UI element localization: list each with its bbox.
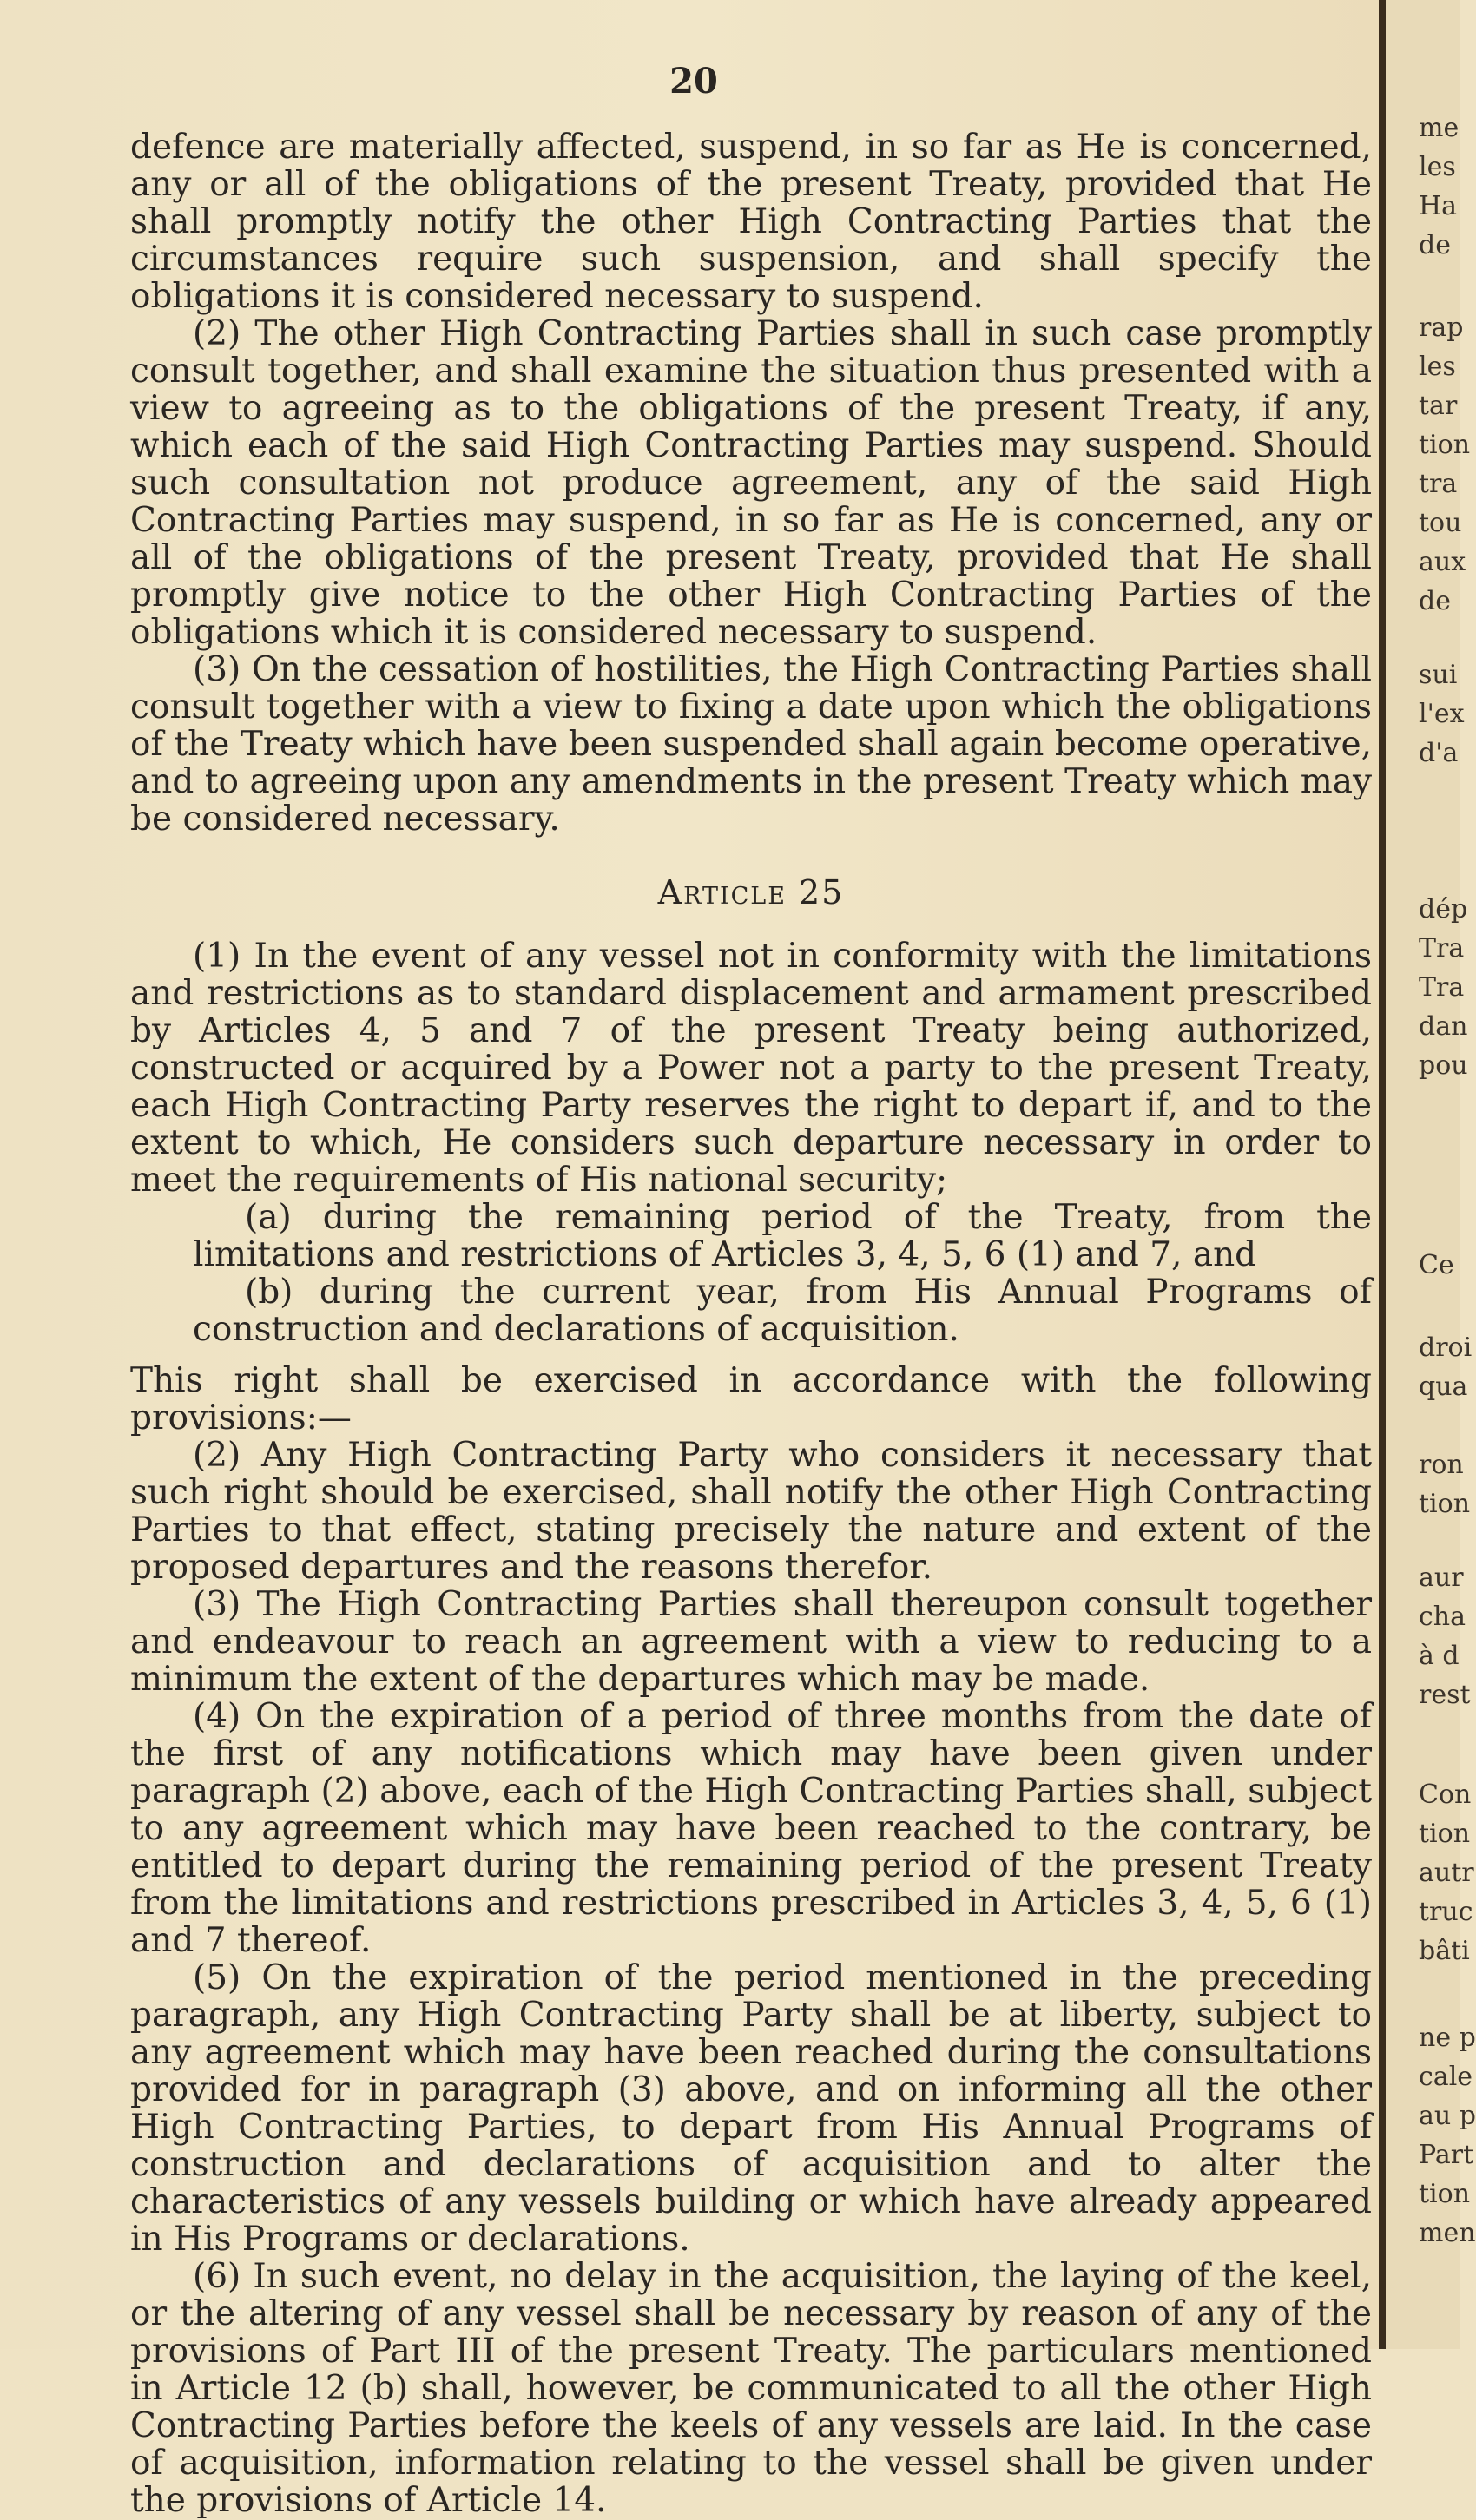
- paragraph: (3) On the cessation of hostilities, the High Contracting Parties shall consult together with a view to fixing a date upon which the obligations of the Treaty which have been suspended shall again become operative, and to agreeing upon any amendments in the present Treaty which may be considered necessary.: [130, 650, 1372, 839]
- adjacent-page-fragment: à d: [1419, 1641, 1460, 1671]
- adjacent-page-fragment: tou: [1419, 508, 1462, 538]
- adjacent-page-fragment: dép: [1419, 894, 1468, 924]
- paragraph: This right shall be exercised in accordance with the following provisions:—: [130, 1361, 1372, 1438]
- adjacent-page-fragment: les: [1419, 152, 1456, 182]
- adjacent-page-fragment: de: [1419, 586, 1451, 616]
- adjacent-page-fragment: truc: [1419, 1897, 1473, 1927]
- adjacent-page-fragment: l'ex: [1419, 699, 1465, 729]
- sub-paragraph: (b) during the current year, from His Annual Programs of construction and declarations of acquisition.: [193, 1273, 1372, 1349]
- adjacent-page-fragment: autr: [1419, 1858, 1474, 1888]
- adjacent-page-fragment: tar: [1419, 391, 1458, 421]
- adjacent-page-fragment: tion: [1419, 430, 1471, 460]
- adjacent-page-fragment: Ce: [1419, 1250, 1454, 1280]
- adjacent-page-fragment: men: [1419, 2218, 1476, 2248]
- adjacent-page-fragment: qua: [1419, 1372, 1468, 1402]
- paragraph: (1) In the event of any vessel not in conformity with the limitations and restrictions as to standard displacement and armament prescribed by Articles 4, 5 and 7 of the present Treaty being authorized, constructed or acquired by a Power not a party to the present Treaty, each High Contracting Party reserves the right to depart if, and to the extent to which, He considers such departure necessary in order to meet the requirements of His national security;: [130, 937, 1372, 1200]
- adjacent-page-fragment: me: [1419, 113, 1460, 143]
- adjacent-page-fragment: pou: [1419, 1050, 1468, 1081]
- adjacent-page-fragment: tion: [1419, 1819, 1471, 1849]
- paragraph: (3) The High Contracting Parties shall thereupon consult together and endeavour to reach an agreement with a view to reducing to a minimum the extent of the departures which may be made.: [130, 1585, 1372, 1699]
- paragraph: (2) Any High Contracting Party who considers it necessary that such right should be exercised, shall notify the other High Contracting Parties to that effect, stating precisely the nature and extent of the proposed departures and the reasons therefor.: [130, 1436, 1372, 1587]
- book-gutter: [1379, 0, 1386, 2349]
- adjacent-page-fragment: Tra: [1419, 972, 1465, 1003]
- adjacent-page-fragment: de: [1419, 230, 1451, 260]
- paragraph: (4) On the expiration of a period of three months from the date of the first of any notifications which may have been given under paragraph (2) above, each of the High Contracting Parties shall, subject to any agreement which may have been reached to the contrary, be entitled to depart during the remaining period of the present Treaty from the limitations and restrictions prescribed in Articles 3, 4, 5, 6 (1) and 7 thereof.: [130, 1697, 1372, 1960]
- adjacent-page-fragment: tra: [1419, 469, 1458, 499]
- adjacent-page-fragment: ron: [1419, 1450, 1464, 1480]
- adjacent-page-fragment: tion: [1419, 2179, 1471, 2209]
- adjacent-page-edge: [1386, 0, 1476, 2349]
- adjacent-page-fragment: dan: [1419, 1011, 1468, 1042]
- adjacent-page-fragment: Part: [1419, 2140, 1474, 2170]
- adjacent-page-fragment: Con: [1419, 1780, 1472, 1810]
- adjacent-page-fragment: cale: [1419, 2062, 1473, 2092]
- adjacent-page-fragment: Ha: [1419, 191, 1458, 221]
- adjacent-page-fragment: aux: [1419, 547, 1466, 577]
- adjacent-page-fragment: bâti: [1419, 1936, 1470, 1966]
- page-number: 20: [669, 61, 718, 102]
- adjacent-page-fragment: ne p: [1419, 2023, 1476, 2053]
- adjacent-page-fragment: les: [1419, 352, 1456, 382]
- adjacent-page-fragment: au p: [1419, 2101, 1476, 2131]
- adjacent-page-fragment: aur: [1419, 1563, 1464, 1593]
- sub-paragraph: (a) during the remaining period of the Treaty, from the limitations and restrictions of Articles 3, 4, 5, 6 (1) and 7, and: [193, 1198, 1372, 1274]
- paragraph: (2) The other High Contracting Parties shall in such case promptly consult together, and shall examine the situation thus presented with a view to agreeing as to the obligations of the present Treaty, if any, which each of the said High Contracting Parties may suspend. Should such consultation not produce agreement, any of the said High Contracting Parties may suspend, in so far as He is concerned, any or all of the obligations of the present Treaty, provided that He shall promptly give notice to the other High Contracting Parties of the obligations which it is considered necessary to suspend.: [130, 314, 1372, 652]
- adjacent-page-fragment: d'a: [1419, 738, 1459, 768]
- paragraph: defence are materially affected, suspend, in so far as He is concerned, any or all of the obligations of the present Treaty, provided that He shall promptly notify the other High Contracting Parties that the circumstances require such suspension, and shall specify the obligations it is considered necessary to suspend.: [130, 128, 1372, 316]
- adjacent-page-fragment: droi: [1419, 1332, 1473, 1363]
- paragraph: (5) On the expiration of the period mentioned in the preceding paragraph, any High Contracting Party shall be at liberty, subject to any agreement which may have been reached during the consultations provided for in paragraph (3) above, and on informing all the other High Contracting Parties, to depart from His Annual Programs of construction and declarations of acquisition and to alter the characteristics of any vessels building or which have already appeared in His Programs or declarations.: [130, 1958, 1372, 2259]
- adjacent-page-fragment: rap: [1419, 313, 1464, 343]
- article-heading: Article 25: [657, 873, 845, 911]
- treaty-text: [130, 128, 1372, 2519]
- adjacent-page-fragment: cha: [1419, 1602, 1466, 1632]
- paragraph: (6) In such event, no delay in the acquisition, the laying of the keel, or the altering of any vessel shall be necessary by reason of any of the provisions of Part III of the present Treaty. The particulars mentioned in Article 12 (b) shall, however, be communicated to all the other High Contracting Parties before the keels of any vessels are laid. In the case of acquisition, information relating to the vessel shall be given under the provisions of Article 14.: [130, 2257, 1372, 2520]
- adjacent-page-fragment: tion: [1419, 1489, 1471, 1519]
- adjacent-page-fragment: sui: [1419, 660, 1458, 690]
- adjacent-page-fragment: rest: [1419, 1680, 1471, 1710]
- adjacent-page-fragment: Tra: [1419, 933, 1465, 964]
